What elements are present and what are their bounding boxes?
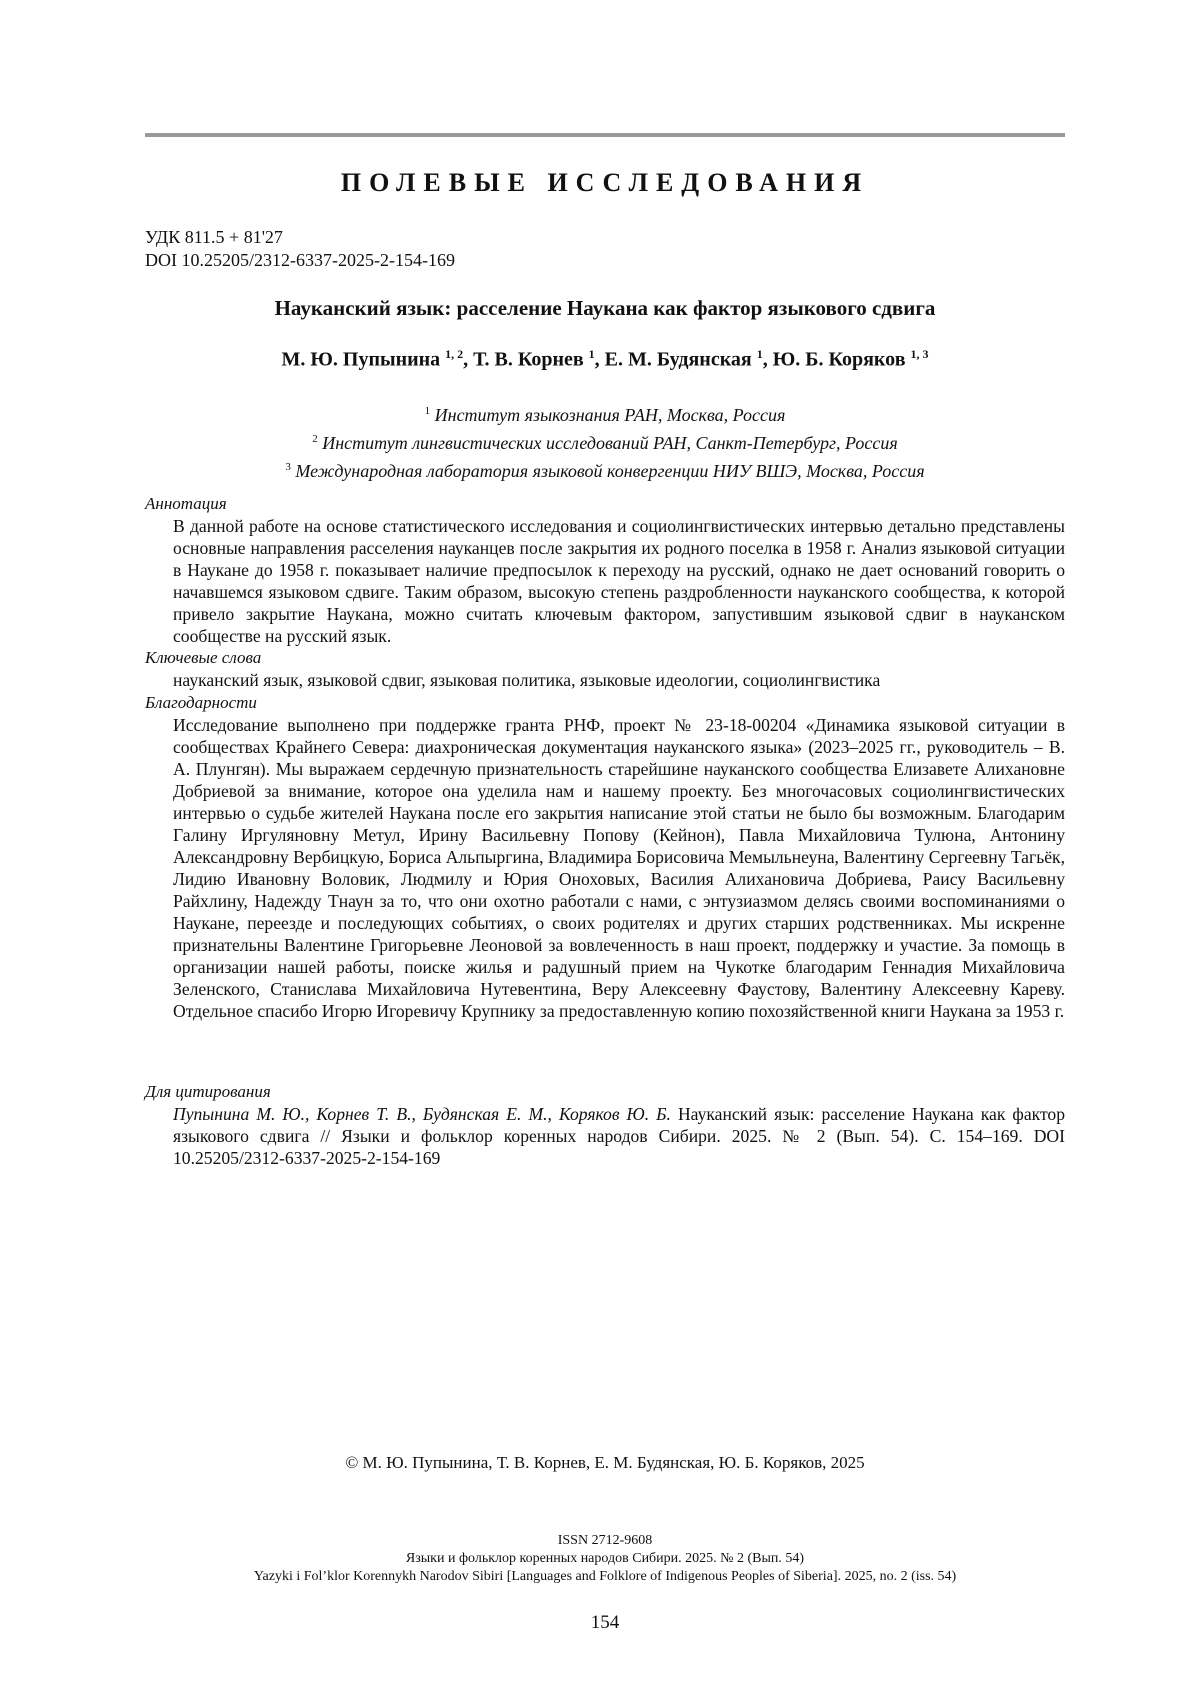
citation-authors: Пупынина М. Ю., Корнев Т. В., Будянская Е. М., Коряков Ю. Б.: [173, 1104, 671, 1124]
affiliation-text: Институт лингвистических исследований РАН, Санкт-Петербург, Россия: [322, 433, 898, 453]
authors-line: М. Ю. Пупынина $^{1, 2}$, Т. В. Корнев $^1$, Е. М. Будянская $^1$, Ю. Б. Коряков $^{1, 3}$: [281, 347, 929, 371]
acknowledgements-section: [145, 692, 1065, 1022]
acknowledgements-label: Благодарности: [145, 693, 257, 712]
affiliation-item: [145, 427, 1065, 455]
doi[interactable]: DOI 10.25205/2312-6337-2025-2-154-169: [145, 250, 455, 270]
abstract-text: В данной работе на основе статистического исследования и социолингвистических интервью детально представлены основные направления расселения науканцев после закрытия их родного поселка в 1958 г. Анализ языковой ситуации в Наукане до 1958 г. показывает наличие предпосылок к переходу на русский, однако не дает оснований говорить о начавшемся языковом сдвиге. Таким образом, высокую степень раздробленности науканского сообщества, к которой привело закрытие Наукана, можно считать ключевым фактором, запустившим языковой сдвиг в науканском сообществе на русский язык.: [173, 516, 1065, 646]
author-name: Е. М. Будянская: [604, 348, 752, 371]
section-heading: ПОЛЕВЫЕ ИССЛЕДОВАНИЯ: [340, 168, 870, 197]
journal-footer: [145, 1532, 1065, 1586]
author-affil-ref: 1, 2: [445, 347, 464, 361]
issn: ISSN 2712-9608: [557, 1533, 653, 1548]
citation-body: Науканский язык: расселение Наукана как фактор языкового сдвига // Языки и фольклор коренных народов Сибири. 2025. № 2 (Вып. 54). С. 154–169. DOI 10.25205/2312-6337-2025-2-154-169: [173, 1104, 1065, 1168]
author-affil-ref: 1: [588, 347, 595, 361]
article-title: Науканский язык: расселение Наукана как фактор языкового сдвига: [274, 296, 936, 320]
article-meta: [145, 226, 455, 272]
citation-label: Для цитирования: [145, 1082, 271, 1101]
keywords-section: [145, 647, 1065, 691]
acknowledgements-text: Исследование выполнено при поддержке гранта РНФ, проект № 23-18-00204 «Динамика языковой ситуации в сообществах Крайнего Севера: диахроническая документация науканского языка» (2023–2025 гг., руководитель – В. А. Плунгян). Мы выражаем сердечную признательность старейшине науканского сообщества Елизавете Алихановне Добриевой за внимание, которое она уделила нам и нашему проекту. Без многочасовых социолингвистических интервью о судьбе жителей Наукана после его закрытия написание этой статьи не было бы возможным. Благодарим Галину Иргуляновну Метул, Ирину Васильевну Попову (Кейнон), Павла Михайловича Тулюна, Антонину Александровну Вербицкую, Бориса Альпыргина, Владимира Борисовича Мемыльнеуна, Валентину Сергеевну Тагьёк, Лидию Ивановну Воловик, Людмилу и Юрия Оноховых, Василия Алихановича Добриева, Раису Васильевну Райхлину, Надежду Тнаун за то, что они охотно работали с нами, с энтузиазмом делясь своими воспоминаниями о Наукане, переезде и последующих событиях, о своих родителях и других старших родственниках. Мы искренне признательны Валентине Григорьевне Леоновой за вовлеченность в наш проект, поддержку и участие. За помощь в организации нашей работы, поиске жилья и радушный прием на Чукотке благодарим Геннадия Михайловича Зеленского, Станислава Михайловича Нутевентина, Веру Алексеевну Фаустову, Валентину Алексеевну Кареву. Отдельное спасибо Игорю Игоревичу Крупнику за предоставленную копию похозяйственной книги Наукана за 1953 г.: [173, 715, 1065, 1021]
affiliation-item: [145, 399, 1065, 427]
journal-name-ru: Языки и фольклор коренных народов Сибири. 2025. № 2 (Вып. 54): [405, 1551, 805, 1566]
affiliation-text: Международная лаборатория языковой конвергенции НИУ ВШЭ, Москва, Россия: [295, 461, 925, 481]
author-name: Т. В. Корнев: [473, 348, 584, 371]
author-name: М. Ю. Пупынина: [281, 348, 441, 371]
page-number: 154: [590, 1612, 620, 1633]
journal-name-en: Yazyki i Fol’klor Korennykh Narodov Sibiri [Languages and Folklore of Indigenous Peoples of Siberia]. 2025, no. 2 (iss. 54): [253, 1569, 957, 1584]
copyright-line: © М. Ю. Пупынина, Т. В. Корнев, Е. М. Будянская, Ю. Б. Коряков, 2025: [345, 1453, 865, 1472]
abstract-section: [145, 493, 1065, 647]
udc-code: УДК 811.5 + 81'27: [145, 227, 283, 247]
abstract-label: Аннотация: [145, 494, 227, 513]
affiliation-text: Институт языкознания РАН, Москва, Россия: [434, 405, 786, 425]
keywords-label: Ключевые слова: [145, 648, 262, 667]
citation-section: [145, 1081, 1065, 1169]
author-affil-ref: 1: [756, 347, 763, 361]
citation-text: [173, 1103, 1065, 1169]
author-name: Ю. Б. Коряков: [772, 348, 906, 371]
affiliation-item: [145, 455, 1065, 483]
affiliation-number: 3: [285, 461, 291, 473]
author-affil-ref: 1, 3: [910, 347, 929, 361]
top-rule: [145, 133, 1065, 137]
keywords-text: науканский язык, языковой сдвиг, языковая политика, языковые идеологии, социолингвистика: [173, 670, 881, 690]
affiliations: [145, 399, 1065, 483]
affiliation-number: 2: [312, 433, 318, 445]
affiliation-number: 1: [424, 405, 431, 417]
